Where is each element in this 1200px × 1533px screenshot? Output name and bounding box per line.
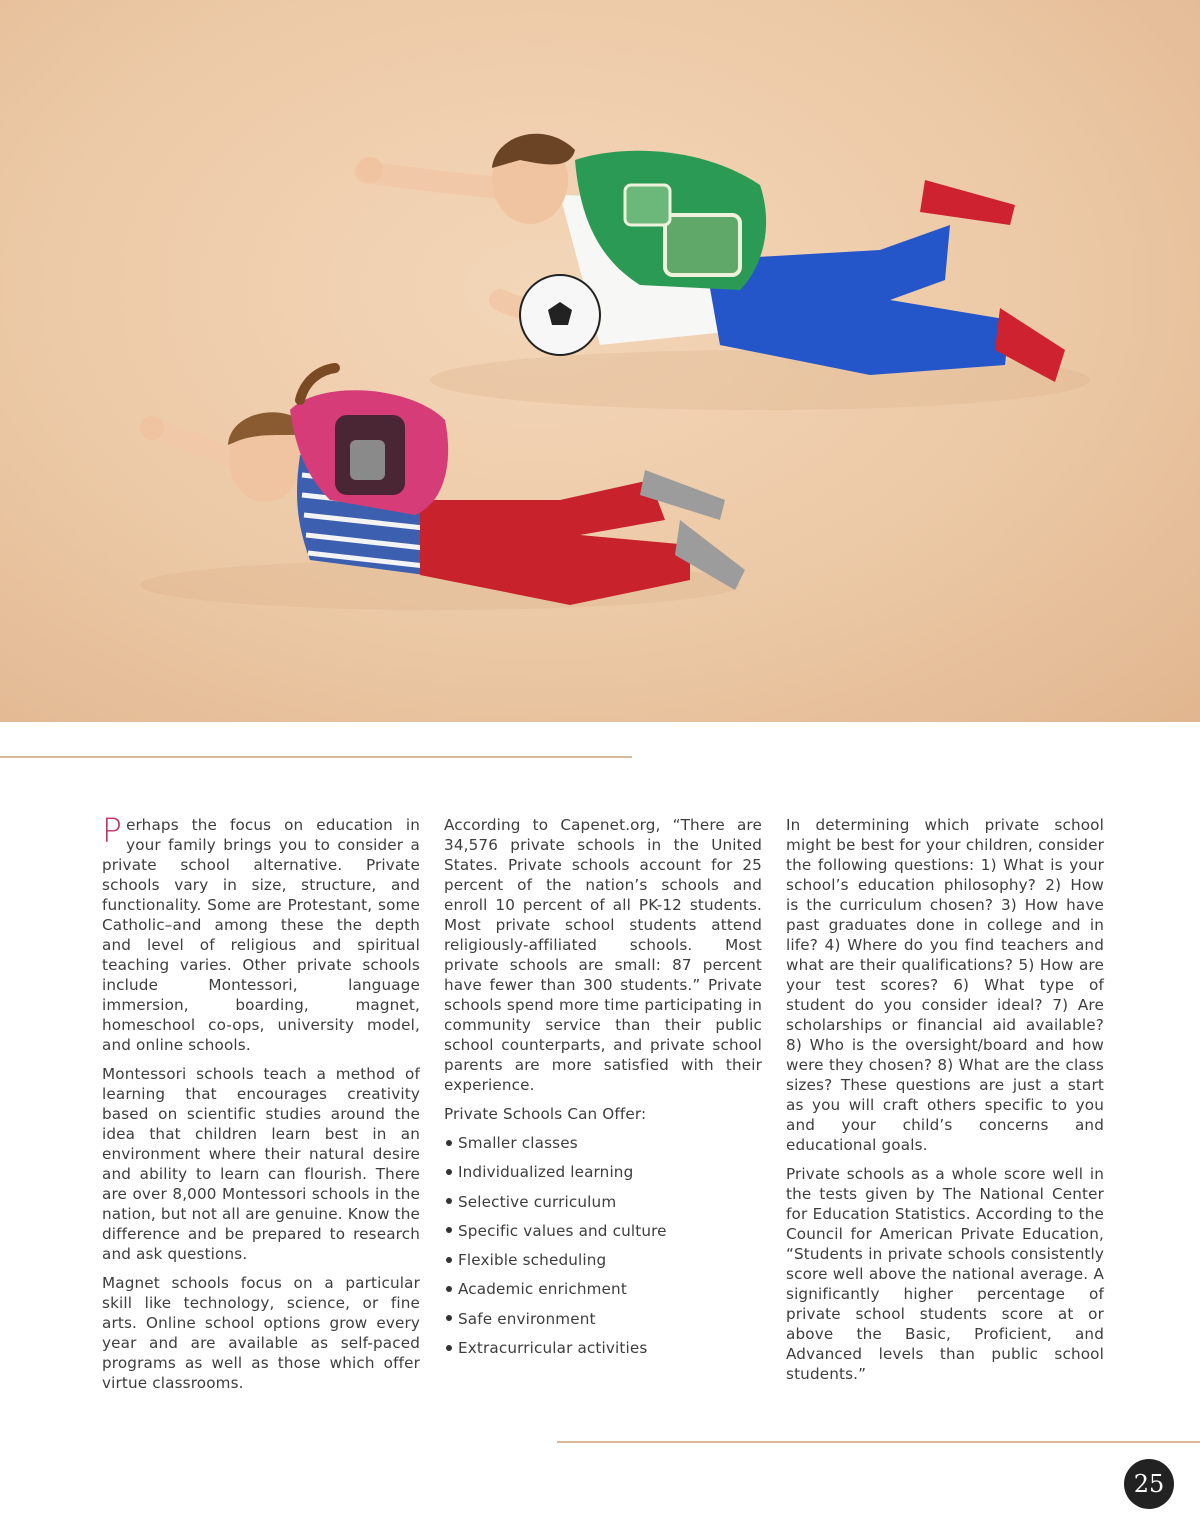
list-item: Specific values and culture	[444, 1221, 762, 1241]
bullet-icon	[446, 1169, 452, 1175]
bullet-icon	[446, 1315, 452, 1321]
paragraph-intro	[102, 811, 420, 1055]
drop-cap: P	[102, 811, 123, 850]
bullet-icon	[446, 1257, 452, 1263]
bullet-icon	[446, 1286, 452, 1292]
bullet-icon	[446, 1227, 452, 1233]
list-item: Extracurricular activities	[444, 1338, 762, 1358]
list-item: Individualized learning	[444, 1162, 762, 1182]
boy-figure	[357, 134, 1090, 410]
bullet-icon	[446, 1198, 452, 1204]
top-divider	[0, 756, 632, 758]
children-flying-illustration	[0, 0, 1200, 722]
paragraph-magnet: Magnet schools focus on a particular skill like technology, science, or fine arts. Online school options grow every year and are available as self-paced programs as well as those which offer virtue classrooms.	[102, 1274, 420, 1392]
offer-list	[444, 1133, 762, 1358]
list-item: Smaller classes	[444, 1133, 762, 1153]
article-column-2	[444, 815, 762, 1367]
bullet-icon	[446, 1140, 452, 1146]
paragraph-statistics: According to Capenet.org, “There are 34,576 private schools in the United States. Private schools account for 25 percent of the nation’s schools and enroll 10 percent of all PK-12 students. Most private school students attend religiously-affiliated schools. Most private schools are small: 87 percent have fewer than 300 students.” Private schools spend more time participating in community service than their public school counterparts, and private school parents are more satisfied with their experience.	[444, 816, 762, 1094]
page-number: 25	[1124, 1459, 1174, 1509]
bottom-divider	[557, 1441, 1200, 1443]
bullet-icon	[446, 1345, 452, 1351]
list-item: Selective curriculum	[444, 1192, 762, 1212]
list-item: Safe environment	[444, 1309, 762, 1329]
list-heading: Private Schools Can Offer:	[444, 1105, 647, 1123]
paragraph-intro-text: erhaps the focus on education in your family brings you to consider a private school alternative. Private schools vary in size, structure, and functionality. Some are Protestant, some Catholic–and among these the depth and level of religious and spiritual teaching varies. Other private schools include Montessori, language immersion, boarding, magnet, homeschool co-ops, university model, and online schools.	[102, 816, 420, 1054]
paragraph-montessori: Montessori schools teach a method of learning that encourages creativity based on scientific studies around the idea that children learn best in an environment where their natural desire and ability to learn can flourish. There are over 8,000 Montessori schools in the nation, but not all are genuine. Know the difference and be prepared to research and ask questions.	[102, 1065, 420, 1263]
list-item: Academic enrichment	[444, 1279, 762, 1299]
paragraph-scores: Private schools as a whole score well in the tests given by The National Center for Education Statistics. According to the Council for American Private Education, “Students in private schools consistently score well above the national average. A significantly higher percentage of private school students score at or above the Basic, Proficient, and Advanced levels than public school students.”	[786, 1165, 1104, 1383]
paragraph-questions: In determining which private school might be best for your children, consider the following questions: 1) What is your school’s education philosophy? 2) How is the curriculum chosen? 3) How have past graduates done in college and in life? 4) Where do you find teachers and what are their qualifications? 5) How are your test scores? 6) What type of student do you consider ideal? 7) Are scholarships or financial aid available? 8) Who is the oversight/board and how were they chosen? 8) What are the class sizes? These questions are just a start as you will craft others specific to you and your child’s concerns and educational goals.	[786, 816, 1104, 1154]
article-column-3	[786, 815, 1104, 1393]
list-item: Flexible scheduling	[444, 1250, 762, 1270]
article-column-1	[102, 811, 420, 1402]
hero-photo	[0, 0, 1200, 722]
